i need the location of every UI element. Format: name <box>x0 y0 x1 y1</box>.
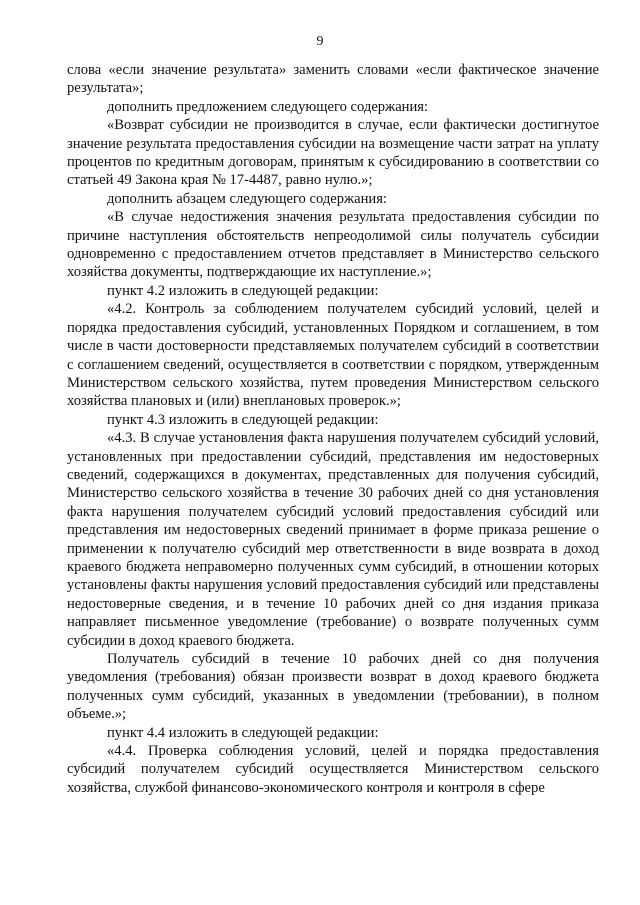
paragraph-5: «В случае недостижения значения результата предоставления субсидии по причине наступления обстоятельств непреодолимой силы получатель субсидии одновременно с предоставлением отчетов представляет в Министерство сельского хозяйства документы, подтверждающие их наступление.»; <box>67 209 599 281</box>
paragraph-12: «4.4. Проверка соблюдения условий, целей и порядка предоставления субсидий получателем субсидий осуществляется Министерством сельского хозяйства, службой финансово-экономического контроля и контроля в сфере <box>67 743 599 796</box>
paragraph-1: слова «если значение результата» заменить словами «если фактическое значение результата»; <box>67 62 599 97</box>
paragraph-2: дополнить предложением следующего содержания: <box>107 98 429 115</box>
paragraph-3: «Возврат субсидии не производится в случае, если фактически достигнутое значение результата предоставления субсидии на возмещение части затрат на уплату процентов по кредитным договорам, принятым к субсидированию в соответствии со статьей 49 Закона края № 17-4487, равно нулю.»; <box>67 117 599 189</box>
paragraph-11: пункт 4.4 изложить в следующей редакции: <box>107 724 379 741</box>
body-text <box>67 61 599 797</box>
paragraph-8: пункт 4.3 изложить в следующей редакции: <box>107 411 379 428</box>
paragraph-7: «4.2. Контроль за соблюдением получателем субсидий условий, целей и порядка предоставления субсидий, установленных Порядком и соглашением, в том числе в части достоверности представляемых получателем субсидий в соответствии с соглашением сведений, осуществляется в соответствии с порядком, утвержденным Министерством сельского хозяйства, путем проведения Министерством сельского хозяйства плановых и (или) внеплановых проверок.»; <box>67 301 599 410</box>
paragraph-6: пункт 4.2 изложить в следующей редакции: <box>107 282 379 299</box>
paragraph-10: Получатель субсидий в течение 10 рабочих дней со дня получения уведомления (требования) обязан произвести возврат в доход краевого бюджета полученных сумм субсидий, указанных в уведомлении (требовании), в полном объеме.»; <box>67 651 599 723</box>
paragraph-9: «4.3. В случае установления факта нарушения получателем субсидий условий, установленных при предоставлении субсидий, представления им недостоверных сведений, содержащихся в документах, представленных для получения субсидий, Министерство сельского хозяйства в течение 30 рабочих дней со дня установления факта нарушения получателем субсидий условий предоставления субсидий или представления им недостоверных сведений принимает в форме приказа решение о применении к получателю субсидий мер ответственности в виде возврата в доход краевого бюджета неправомерно полученных сумм субсидий, в отношении которых установлены факты нарушения условий предоставления субсидий или представлены недостоверные сведения, и в течение 10 рабочих дней со дня издания приказа направляет письменное уведомление (требование) о возврате полученных сумм субсидии в доход краевого бюджета. <box>67 430 599 649</box>
paragraph-4: дополнить абзацем следующего содержания: <box>107 190 387 207</box>
page-number: 9 <box>316 34 324 49</box>
